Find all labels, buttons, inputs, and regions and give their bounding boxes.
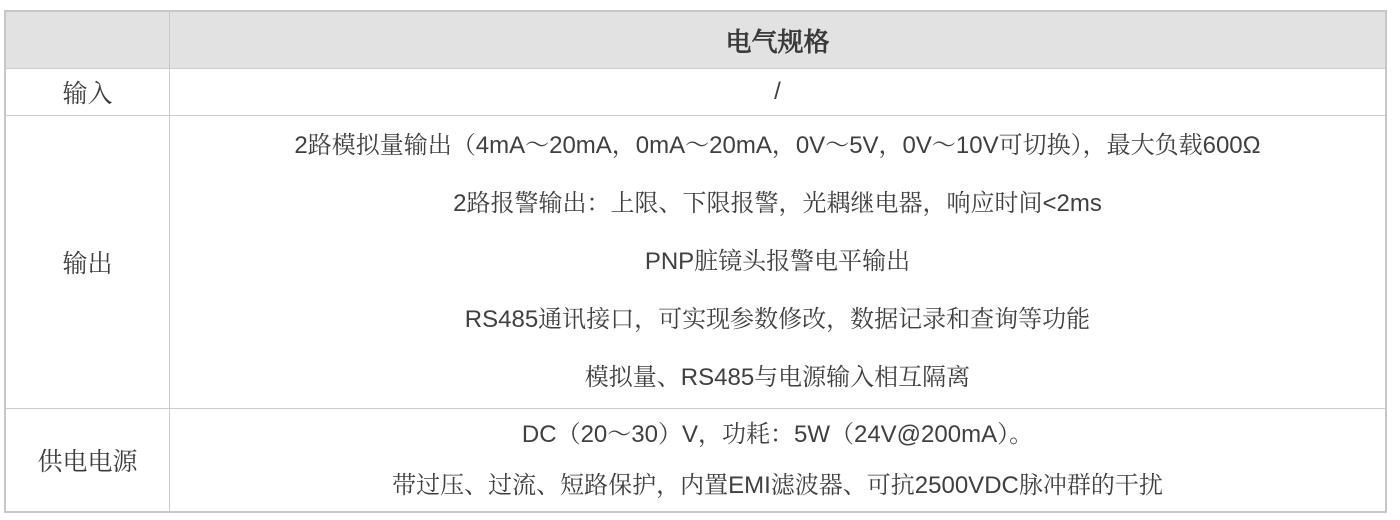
output-line-rs485: RS485通讯接口，可实现参数修改，数据记录和查询等功能 [464, 306, 1091, 333]
output-line-alarm: 2路报警输出：上限、下限报警，光耦继电器，响应时间<2ms [453, 190, 1102, 217]
output-line-isolation: 模拟量、RS485与电源输入相互隔离 [584, 364, 971, 391]
power-line-protection: 带过压、过流、短路保护，内置EMI滤波器、可抗2500VDC脉冲群的干扰 [392, 472, 1163, 499]
output-line-pnp: PNP脏镜头报警电平输出 [644, 248, 911, 275]
row-label-output: 输出 [6, 116, 170, 408]
row-label-input: 输入 [6, 69, 170, 115]
table-title: 电气规格 [725, 26, 830, 57]
table-row-input [6, 68, 1385, 115]
row-label-power: 供电电源 [6, 409, 170, 511]
output-line-analog: 2路模拟量输出（4mA～20mA，0mA～20mA，0V～5V，0V～10V可切换），最大负载600Ω [294, 132, 1261, 159]
table-row-output [6, 115, 1385, 408]
table-row-power [6, 408, 1385, 511]
power-line-dc: DC（20～30）V，功耗：5W（24V@200mA）。 [521, 421, 1034, 448]
input-value: / [774, 78, 781, 105]
electrical-spec-table [4, 10, 1387, 513]
header-label-cell [6, 12, 170, 68]
table-header-row [6, 12, 1385, 68]
